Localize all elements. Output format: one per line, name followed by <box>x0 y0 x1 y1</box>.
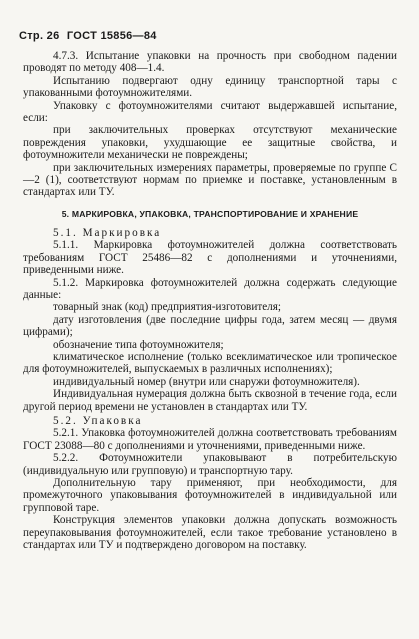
paragraph: при заключительных проверках отсутствуют механические повреждения упаковки, ухудшающие ее защитные свойства, и фотоумножители механически не повреждены; <box>23 124 397 162</box>
paragraph: 5.1.2. Маркировка фотоумножителей должна содержать следующие данные: <box>23 276 397 301</box>
paragraph: Испытанию подвергают одну единицу транспортной тары с упакованными фотоумножителями. <box>23 74 397 100</box>
paragraph: при заключительных измерениях параметры, проверяемые по группе С—2 (1), соответствуют нормам по приемке и поставке, установленным в стандартах или ТУ. <box>23 161 397 199</box>
paragraph: Индивидуальная нумерация должна быть сквозной в течение года, если другой период времени не установлен в стандартах или ТУ. <box>23 388 397 413</box>
paragraph: Конструкция элементов упаковки должна допускать возможность переупаковывания фотоумножителей, если такое требование установлено в стандартах или ТУ и подтверждено договором на поставку. <box>23 514 397 552</box>
page-header <box>19 30 161 42</box>
paragraph: Упаковку с фотоумножителями считают выдержавшей испытание, если: <box>23 99 397 125</box>
standard-number: ГОСТ 15856—84 <box>66 30 157 42</box>
subsection-heading: 5.2. Упаковка <box>53 414 143 427</box>
list-item: обозначение типа фотоумножителя; <box>53 338 224 351</box>
list-item: индивидуальный номер (внутри или снаружи фотоумножителя). <box>53 375 360 388</box>
subsection-heading: 5.1. Маркировка <box>53 226 162 239</box>
paragraph: 4.7.3. Испытание упаковки на прочность при свободном падении проводят по методу 408—1.4. <box>23 50 397 75</box>
paragraph: 5.2.1. Упаковка фотоумножителей должна соответствовать требованиям ГОСТ 23088—80 с дополнениями и уточнениями, приведенными ниже. <box>23 427 397 452</box>
document-body <box>23 50 397 551</box>
list-item: товарный знак (код) предприятия-изготовителя; <box>53 301 282 314</box>
list-item: климатическое исполнение (только всеклиматическое или тропическое для фотоумножителей, выпускаемых в различных исполнениях); <box>23 350 397 376</box>
section-heading: 5. МАРКИРОВКА, УПАКОВКА, ТРАНСПОРТИРОВАНИЕ И ХРАНЕНИЕ <box>61 208 359 219</box>
paragraph: Дополнительную тару применяют, при необходимости, для промежуточного упаковывания фотоумножителей в индивидуальной или групповой таре. <box>23 477 397 514</box>
list-item: дату изготовления (две последние цифры года, затем месяц — двумя цифрами); <box>23 313 397 339</box>
page-number: Стр. 26 <box>19 30 60 42</box>
paragraph: 5.1.1. Маркировка фотоумножителей должна соответствовать требованиям ГОСТ 25486—82 с дополнениями и уточнениями, приведенными ниже. <box>23 239 397 277</box>
paragraph: 5.2.2. Фотоумножители упаковывают в потребительскую (индивидуальную или групповую) и транспортную тару. <box>23 452 397 477</box>
